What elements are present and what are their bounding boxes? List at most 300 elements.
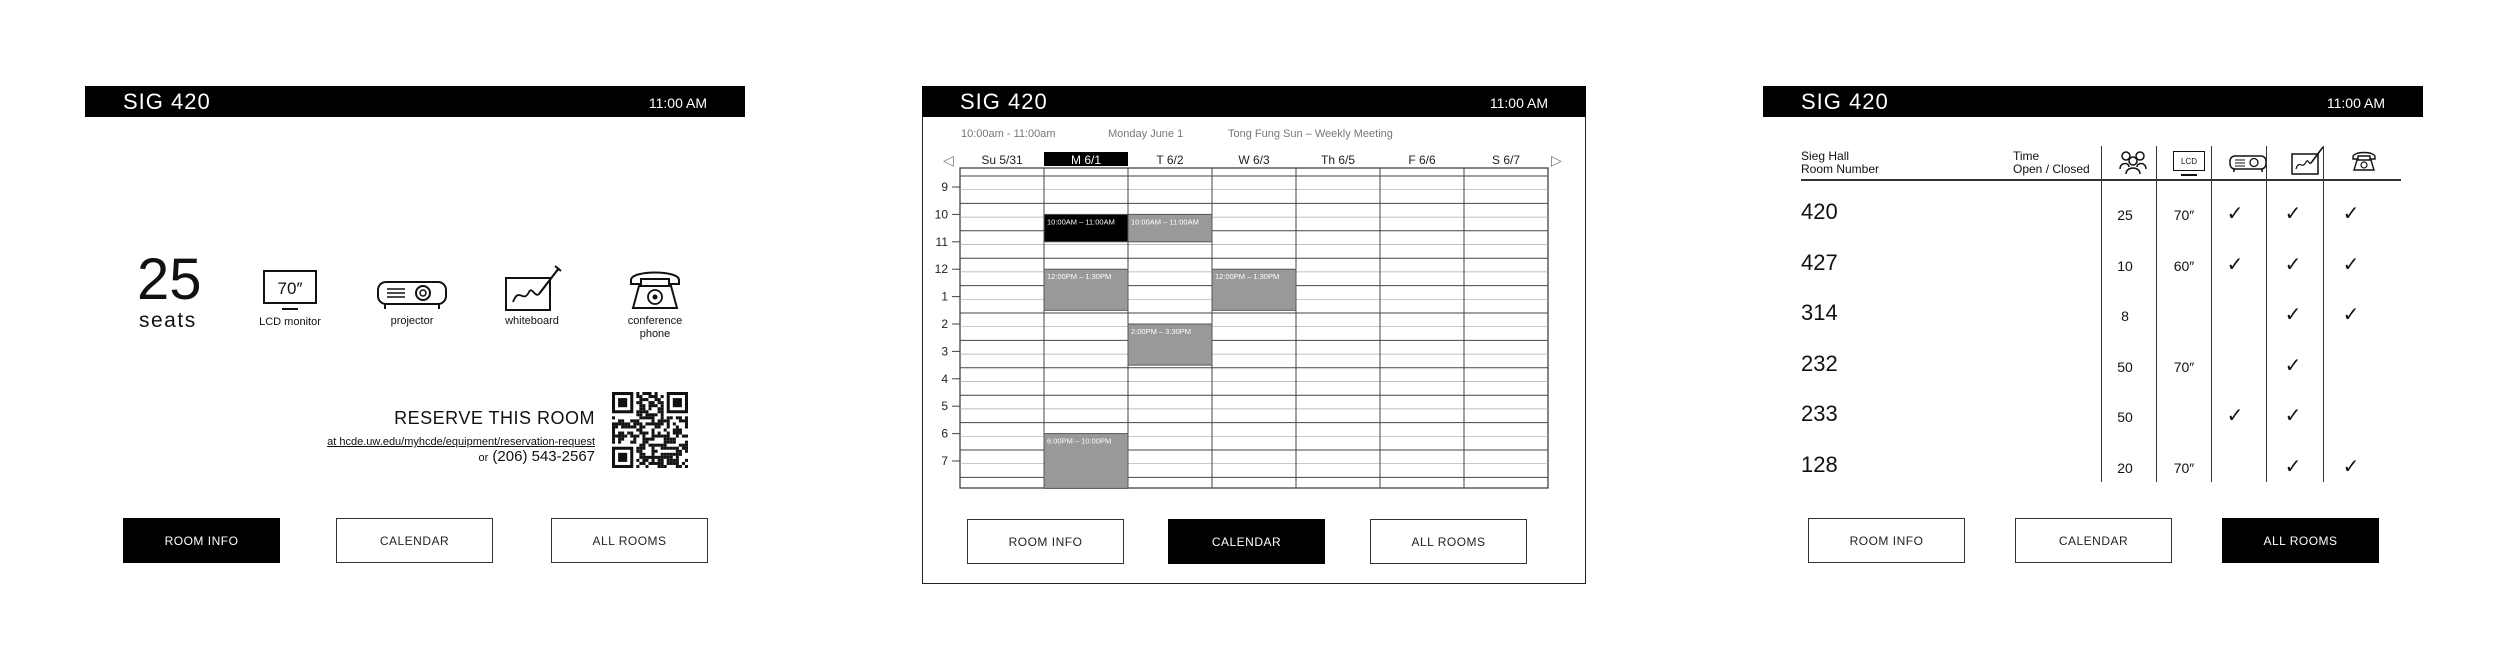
qr-module: [676, 416, 679, 419]
check-icon: ✓: [2284, 253, 2302, 276]
qr-module: [615, 422, 618, 425]
qr-module: [645, 398, 648, 401]
qr-module: [645, 392, 648, 395]
qr-module: [615, 425, 618, 428]
seat-label: seats: [139, 309, 197, 332]
amenity-label: LCD monitor: [259, 316, 321, 328]
qr-module: [658, 425, 661, 428]
all-rooms-button[interactable]: ALL ROOMS: [1370, 519, 1527, 564]
day-header[interactable]: Su 5/31: [981, 153, 1023, 167]
qr-module: [636, 459, 639, 462]
amenity-projector: [357, 274, 467, 328]
qr-module: [624, 422, 627, 425]
room-info-screen: [85, 86, 745, 584]
qr-module: [658, 465, 661, 468]
qr-module: [621, 438, 624, 441]
qr-module: [655, 450, 658, 453]
qr-module: [642, 441, 645, 444]
qr-module: [630, 435, 633, 438]
qr-module: [642, 456, 645, 459]
qr-module: [667, 447, 670, 450]
all-rooms-button[interactable]: ALL ROOMS: [2222, 518, 2379, 563]
qr-module: [648, 401, 651, 404]
qr-module: [658, 407, 661, 410]
qr-module: [679, 432, 682, 435]
calendar-button[interactable]: CALENDAR: [2015, 518, 2172, 563]
qr-module: [658, 435, 661, 438]
qr-module: [685, 444, 688, 447]
qr-module: [618, 441, 621, 444]
qr-module: [661, 407, 664, 410]
qr-module: [636, 465, 639, 468]
qr-module: [618, 422, 621, 425]
qr-module: [618, 432, 621, 435]
room-number: 232: [1801, 350, 1838, 376]
room-number: 128: [1801, 451, 1838, 477]
qr-module: [661, 462, 664, 465]
qr-module: [676, 465, 679, 468]
qr-module: [639, 407, 642, 410]
qr-module: [673, 459, 676, 462]
qr-module: [642, 453, 645, 456]
qr-module: [642, 447, 645, 450]
qr-module: [661, 413, 664, 416]
qr-module: [639, 395, 642, 398]
qr-module: [667, 441, 670, 444]
qr-module: [682, 444, 685, 447]
qr-module: [642, 410, 645, 413]
lcd-monitor-icon: [260, 269, 320, 313]
qr-module: [642, 435, 645, 438]
qr-module: [645, 441, 648, 444]
qr-module: [627, 432, 630, 435]
qr-module: [652, 419, 655, 422]
qr-module: [621, 432, 624, 435]
qr-module: [658, 444, 661, 447]
qr-module: [636, 392, 639, 395]
qr-module: [676, 462, 679, 465]
qr-module: [639, 410, 642, 413]
qr-module: [667, 435, 670, 438]
qr-module: [655, 425, 658, 428]
check-icon: ✓: [2342, 203, 2360, 225]
qr-module: [639, 456, 642, 459]
qr-module: [652, 438, 655, 441]
capacity-icon: [2117, 149, 2149, 175]
amenity-label: projector: [390, 315, 434, 327]
qr-module: [661, 447, 664, 450]
qr-module: [658, 422, 661, 425]
qr-module: [667, 459, 670, 462]
qr-module: [652, 428, 655, 431]
qr-module: [682, 447, 685, 450]
qr-module: [664, 438, 667, 441]
qr-module: [633, 422, 636, 425]
qr-module: [685, 425, 688, 428]
qr-module: [661, 465, 664, 468]
qr-module: [612, 438, 615, 441]
qr-module: [652, 450, 655, 453]
qr-module: [661, 453, 664, 456]
qr-module: [621, 422, 624, 425]
qr-module: [670, 456, 673, 459]
qr-module: [618, 419, 621, 422]
qr-module: [633, 425, 636, 428]
qr-module: [664, 447, 667, 450]
room-number: 314: [1801, 300, 1838, 325]
qr-module: [679, 428, 682, 431]
hour-label: 9: [941, 180, 948, 194]
qr-module: [615, 435, 618, 438]
qr-module: [636, 413, 639, 416]
room-info-button[interactable]: ROOM INFO: [1808, 518, 1965, 563]
qr-module: [642, 392, 645, 395]
qr-module: [627, 425, 630, 428]
qr-module: [667, 438, 670, 441]
qr-module: [661, 459, 664, 462]
qr-module: [676, 435, 679, 438]
qr-module: [633, 441, 636, 444]
qr-module: [655, 422, 658, 425]
qr-module: [639, 404, 642, 407]
qr-module: [682, 462, 685, 465]
qr-module: [648, 416, 651, 419]
check-icon: ✓: [2284, 304, 2302, 326]
qr-module: [639, 447, 642, 450]
room-number: 233: [1801, 401, 1838, 426]
prev-week-arrow-icon[interactable]: ◁: [943, 152, 954, 168]
column-divider: [2266, 146, 2267, 482]
qr-module: [630, 425, 633, 428]
qr-module: [624, 425, 627, 428]
qr-module: [639, 425, 642, 428]
qr-module: [652, 456, 655, 459]
qr-module: [661, 422, 664, 425]
qr-module: [673, 453, 676, 456]
qr-module: [639, 422, 642, 425]
room-title: SIG 420: [123, 89, 211, 114]
qr-module: [639, 450, 642, 453]
column-divider: [2101, 146, 2102, 482]
qr-module: [642, 459, 645, 462]
hour-label: 7: [941, 454, 948, 468]
qr-module: [652, 395, 655, 398]
qr-module: [679, 465, 682, 468]
qr-module: [645, 459, 648, 462]
qr-module: [633, 419, 636, 422]
qr-module: [652, 462, 655, 465]
qr-module: [642, 398, 645, 401]
qr-module: [639, 398, 642, 401]
qr-module: [661, 435, 664, 438]
reserve-heading: RESERVE THIS ROOM: [394, 408, 595, 428]
qr-module: [685, 419, 688, 422]
qr-module: [664, 465, 667, 468]
event-label: 10:00AM – 11:00AM: [1131, 217, 1199, 227]
room-number: 427: [1801, 249, 1838, 275]
qr-module: [642, 462, 645, 465]
room-lcd-size: 60″: [2173, 257, 2195, 274]
qr-module: [652, 404, 655, 407]
conference-phone-icon: [2351, 150, 2377, 172]
event-label: 10:00AM – 11:00AM: [1047, 217, 1115, 227]
qr-module: [636, 422, 639, 425]
check-icon: ✓: [2284, 455, 2302, 478]
qr-finder: [673, 398, 682, 407]
reserve-link[interactable]: at hcde.uw.edu/myhcde/equipment/reservation-request: [327, 436, 595, 448]
qr-module: [648, 462, 651, 465]
all-rooms-screen: [1763, 86, 2423, 584]
qr-module: [636, 419, 639, 422]
room-info-button[interactable]: ROOM INFO: [123, 518, 280, 563]
qr-module: [645, 410, 648, 413]
column-divider: [2323, 146, 2324, 482]
qr-module: [639, 444, 642, 447]
qr-module: [642, 416, 645, 419]
day-header[interactable]: T 6/2: [1156, 153, 1184, 167]
qr-finder: [618, 453, 627, 462]
qr-module: [645, 416, 648, 419]
qr-module: [652, 422, 655, 425]
room-lcd-size: 70″: [2173, 207, 2195, 223]
hour-label: 4: [941, 371, 948, 386]
calendar-button[interactable]: CALENDAR: [1168, 519, 1325, 564]
qr-module: [648, 407, 651, 410]
check-icon: ✓: [2226, 203, 2244, 225]
qr-module: [648, 444, 651, 447]
qr-module: [661, 404, 664, 407]
conference-phone-icon: [627, 266, 683, 312]
qr-module: [679, 419, 682, 422]
qr-module: [639, 462, 642, 465]
day-header[interactable]: W 6/3: [1238, 153, 1270, 167]
hour-label: 6: [941, 426, 948, 441]
column-header-time: Time Open / Closed: [2013, 149, 2090, 176]
qr-module: [658, 432, 661, 435]
qr-module: [685, 422, 688, 425]
qr-module: [673, 462, 676, 465]
qr-module: [645, 438, 648, 441]
qr-module: [639, 413, 642, 416]
check-icon: ✓: [2284, 203, 2302, 225]
projector-icon: [2228, 152, 2268, 174]
qr-module: [636, 435, 639, 438]
qr-module: [639, 401, 642, 404]
qr-module: [685, 447, 688, 450]
seat-count: 25: [137, 247, 202, 312]
qr-module: [612, 428, 615, 431]
qr-module: [682, 419, 685, 422]
hour-label: 12: [934, 262, 948, 277]
calendar-screen: [922, 86, 1586, 584]
qr-module: [673, 422, 676, 425]
qr-module: [679, 416, 682, 419]
qr-module: [670, 462, 673, 465]
qr-module: [655, 462, 658, 465]
qr-module: [658, 398, 661, 401]
room-lcd-size: 70″: [2173, 459, 2195, 476]
qr-code[interactable]: [612, 392, 688, 468]
event-label: 12:00PM – 1:30PM: [1047, 272, 1112, 282]
column-divider: [2156, 146, 2157, 482]
qr-module: [642, 425, 645, 428]
qr-module: [652, 459, 655, 462]
qr-module: [661, 395, 664, 398]
qr-module: [685, 416, 688, 419]
qr-module: [636, 395, 639, 398]
qr-module: [667, 453, 670, 456]
qr-module: [642, 444, 645, 447]
room-seats: 50: [2117, 409, 2133, 425]
hour-label: 2: [941, 317, 948, 331]
qr-module: [648, 456, 651, 459]
qr-module: [652, 413, 655, 416]
amenity-label: whiteboard: [505, 315, 559, 327]
amenity-whiteboard: [477, 264, 587, 328]
qr-module: [612, 435, 615, 438]
qr-module: [673, 438, 676, 441]
event-label: 6:00PM – 10:00PM: [1047, 436, 1112, 446]
qr-module: [639, 453, 642, 456]
qr-module: [658, 419, 661, 422]
qr-module: [679, 450, 682, 453]
qr-module: [612, 432, 615, 435]
qr-module: [618, 435, 621, 438]
room-seats: 20: [2117, 459, 2133, 476]
hour-label: 10: [934, 207, 948, 222]
qr-module: [670, 459, 673, 462]
qr-module: [636, 450, 639, 453]
event-label: 12:00PM – 1:30PM: [1215, 272, 1280, 282]
check-icon: ✓: [2226, 405, 2244, 427]
check-icon: ✓: [2284, 354, 2302, 377]
day-header[interactable]: F 6/6: [1408, 153, 1436, 167]
qr-module: [664, 456, 667, 459]
lcd-monitor-icon: LCD: [2173, 151, 2205, 171]
qr-module: [624, 435, 627, 438]
qr-module: [612, 416, 615, 419]
amenity-conference-phone: [600, 266, 710, 341]
check-icon: ✓: [2342, 253, 2360, 276]
qr-module: [670, 453, 673, 456]
whiteboard-icon: [499, 264, 565, 312]
day-header[interactable]: Th 6/5: [1320, 153, 1356, 167]
qr-module: [652, 447, 655, 450]
day-header[interactable]: M 6/1: [1070, 153, 1102, 167]
qr-module: [621, 419, 624, 422]
qr-module: [664, 435, 667, 438]
qr-module: [661, 401, 664, 404]
qr-module: [633, 438, 636, 441]
qr-module: [652, 432, 655, 435]
room-lcd-size: 70″: [2173, 358, 2195, 375]
qr-module: [636, 401, 639, 404]
qr-module: [636, 410, 639, 413]
qr-module: [685, 465, 688, 468]
qr-module: [612, 441, 615, 444]
qr-module: [648, 422, 651, 425]
current-event-title: Tong Fung Sun – Weekly Meeting: [1228, 128, 1393, 140]
qr-module: [661, 419, 664, 422]
qr-module: [655, 435, 658, 438]
qr-module: [612, 422, 615, 425]
qr-module: [630, 441, 633, 444]
qr-module: [648, 438, 651, 441]
qr-module: [652, 435, 655, 438]
column-header-room: Sieg Hall Room Number: [1801, 149, 1880, 176]
qr-module: [648, 395, 651, 398]
qr-module: [664, 428, 667, 431]
qr-module: [667, 456, 670, 459]
qr-module: [645, 422, 648, 425]
qr-module: [645, 456, 648, 459]
header-bar: [85, 86, 745, 117]
all-rooms-button[interactable]: ALL ROOMS: [551, 518, 708, 563]
qr-module: [658, 462, 661, 465]
qr-module: [618, 438, 621, 441]
qr-module: [670, 438, 673, 441]
room-number: 420: [1801, 199, 1838, 224]
qr-module: [652, 453, 655, 456]
qr-module: [655, 456, 658, 459]
day-header[interactable]: S 6/7: [1491, 153, 1521, 167]
monitor-size: 70″: [277, 279, 303, 298]
qr-module: [642, 432, 645, 435]
qr-module: [655, 398, 658, 401]
qr-module: [642, 407, 645, 410]
room-info-button[interactable]: ROOM INFO: [967, 519, 1124, 564]
qr-module: [655, 395, 658, 398]
qr-module: [661, 444, 664, 447]
qr-finder: [618, 398, 627, 407]
qr-module: [685, 450, 688, 453]
qr-module: [661, 416, 664, 419]
qr-module: [676, 453, 679, 456]
qr-module: [636, 447, 639, 450]
qr-module: [652, 416, 655, 419]
qr-module: [621, 425, 624, 428]
next-week-arrow-icon[interactable]: ▷: [1551, 152, 1562, 168]
qr-module: [664, 441, 667, 444]
qr-module: [667, 462, 670, 465]
qr-module: [627, 422, 630, 425]
qr-module: [673, 447, 676, 450]
qr-module: [639, 432, 642, 435]
qr-module: [685, 441, 688, 444]
current-event-time: 10:00am - 11:00am: [961, 128, 1056, 140]
qr-module: [658, 459, 661, 462]
qr-module: [658, 401, 661, 404]
column-divider: [2211, 146, 2212, 482]
calendar-button[interactable]: CALENDAR: [336, 518, 493, 563]
room-title: SIG 420: [960, 89, 1048, 114]
qr-module: [676, 425, 679, 428]
qr-module: [612, 425, 615, 428]
qr-module: [676, 432, 679, 435]
room-seats: 25: [2117, 207, 2133, 223]
qr-module: [676, 450, 679, 453]
clock: 11:00 AM: [2326, 95, 2385, 111]
check-icon: ✓: [2342, 455, 2360, 478]
check-icon: ✓: [2284, 405, 2302, 427]
qr-module: [633, 435, 636, 438]
clock: 11:00 AM: [648, 95, 707, 111]
amenity-label: conference phone: [627, 315, 683, 340]
current-event-date: Monday June 1: [1108, 128, 1184, 140]
event-label: 2:00PM – 3:30PM: [1131, 327, 1192, 336]
qr-module: [679, 444, 682, 447]
qr-module: [676, 456, 679, 459]
